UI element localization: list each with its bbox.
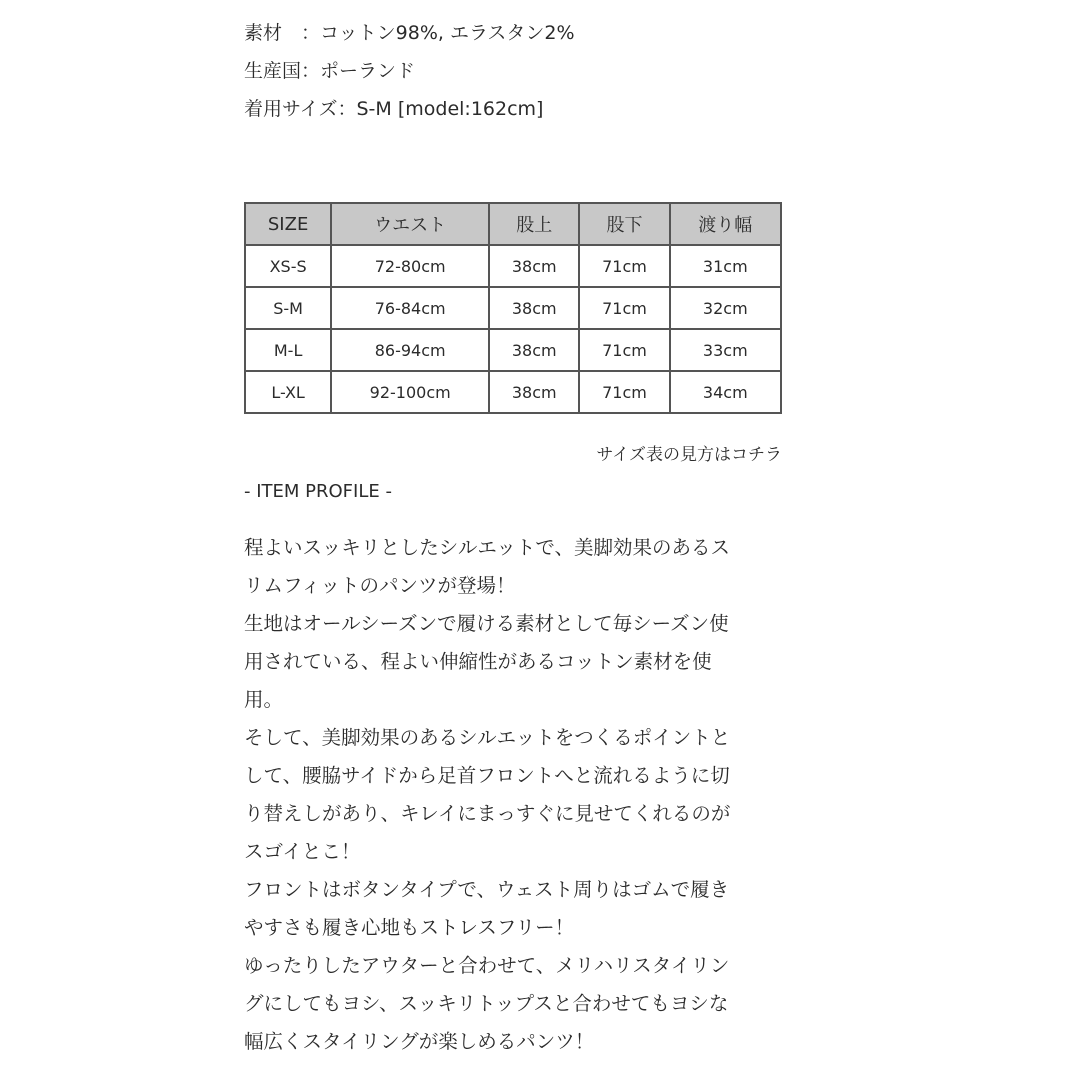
table-row bbox=[245, 329, 781, 371]
size-guide-link[interactable]: サイズ表の見方はコチラ bbox=[596, 445, 782, 465]
header-size: SIZE bbox=[245, 203, 331, 245]
table-cell-inseam: 71cm bbox=[579, 329, 669, 371]
header-rise: 股上 bbox=[489, 203, 579, 245]
header-thigh-width: 渡り幅 bbox=[670, 203, 781, 245]
description-line: やすさも履き心地もストレスフリー！ bbox=[244, 916, 575, 939]
size-table bbox=[244, 202, 782, 414]
item-profile-description bbox=[244, 529, 784, 1061]
table-cell-rise: 38cm bbox=[489, 287, 579, 329]
table-cell-waist: 76-84cm bbox=[331, 287, 489, 329]
table-cell-thigh-width: 32cm bbox=[670, 287, 781, 329]
description-line: 程よいスッキリとしたシルエットで、美脚効果のあるス bbox=[244, 536, 731, 559]
table-cell-thigh-width: 33cm bbox=[670, 329, 781, 371]
description-line: スゴイとこ！ bbox=[244, 840, 361, 863]
table-cell-size: L-XL bbox=[245, 371, 331, 413]
description-line: 幅広くスタイリングが楽しめるパンツ！ bbox=[244, 1030, 595, 1053]
table-cell-rise: 38cm bbox=[489, 329, 579, 371]
item-profile-heading: - ITEM PROFILE - bbox=[244, 481, 392, 502]
table-cell-thigh-width: 34cm bbox=[670, 371, 781, 413]
spec-separator: ： bbox=[337, 98, 357, 120]
spec-material bbox=[244, 21, 575, 45]
size-table-header-row bbox=[245, 203, 781, 245]
table-cell-rise: 38cm bbox=[489, 245, 579, 287]
description-line: 生地はオールシーズンで履ける素材として毎シーズン使 bbox=[244, 612, 729, 635]
spec-value: コットン98%, エラスタン2% bbox=[320, 22, 575, 44]
description-line: ゆったりしたアウターと合わせて、メリハリスタイリン bbox=[244, 954, 730, 977]
spec-origin bbox=[244, 59, 415, 83]
description-line: 用されている、程よい伸縮性があるコットン素材を使 bbox=[244, 650, 712, 673]
header-inseam: 股下 bbox=[579, 203, 669, 245]
table-cell-waist: 86-94cm bbox=[331, 329, 489, 371]
table-cell-thigh-width: 31cm bbox=[670, 245, 781, 287]
table-cell-size: S-M bbox=[245, 287, 331, 329]
table-row bbox=[245, 371, 781, 413]
spec-value: ポーランド bbox=[320, 60, 416, 82]
table-cell-inseam: 71cm bbox=[579, 371, 669, 413]
table-cell-rise: 38cm bbox=[489, 371, 579, 413]
description-line: して、腰脇サイドから足首フロントへと流れるように切 bbox=[244, 764, 730, 787]
spec-label: 生産国 bbox=[244, 60, 302, 82]
description-line: リムフィットのパンツが登場！ bbox=[244, 574, 516, 597]
table-cell-waist: 72-80cm bbox=[331, 245, 489, 287]
spec-worn-size bbox=[244, 97, 543, 121]
table-row bbox=[245, 245, 781, 287]
table-cell-size: XS-S bbox=[245, 245, 331, 287]
spec-label: 素材 bbox=[244, 22, 283, 44]
description-line: グにしてもヨシ、スッキリトップスと合わせてもヨシな bbox=[244, 992, 729, 1015]
table-cell-inseam: 71cm bbox=[579, 245, 669, 287]
description-line: 用。 bbox=[244, 688, 284, 711]
spec-separator: ： bbox=[301, 60, 321, 82]
table-cell-waist: 92-100cm bbox=[331, 371, 489, 413]
table-cell-size: M-L bbox=[245, 329, 331, 371]
description-line: そして、美脚効果のあるシルエットをつくるポイントと bbox=[244, 726, 731, 749]
spec-label: 着用サイズ bbox=[244, 98, 338, 120]
spec-separator: ： bbox=[282, 22, 321, 44]
description-line: フロントはボタンタイプで、ウェスト周りはゴムで履き bbox=[244, 878, 730, 901]
table-cell-inseam: 71cm bbox=[579, 287, 669, 329]
table-row bbox=[245, 287, 781, 329]
spec-value: S-M [model:162cm] bbox=[356, 98, 544, 120]
header-waist: ウエスト bbox=[331, 203, 489, 245]
description-line: り替えしがあり、キレイにまっすぐに見せてくれるのが bbox=[244, 802, 731, 825]
